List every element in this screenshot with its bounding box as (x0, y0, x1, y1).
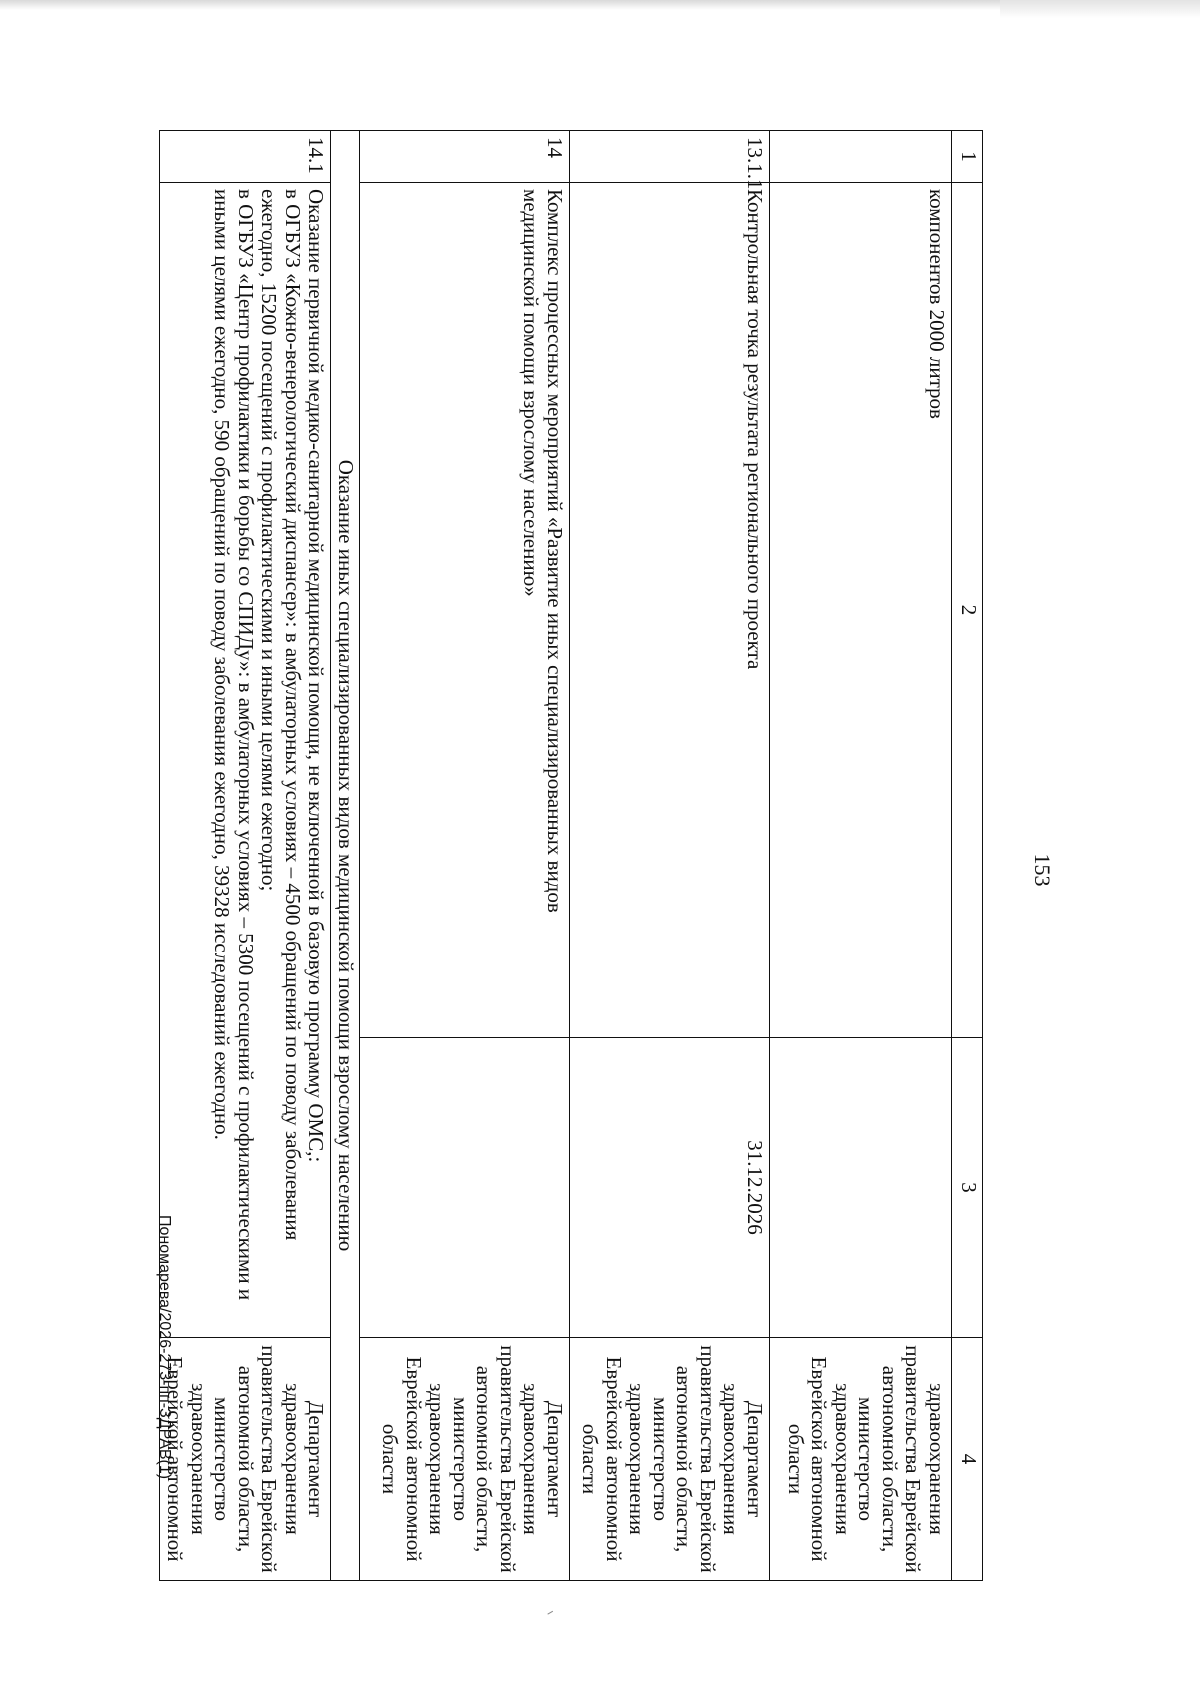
rotated-page-content (145, 55, 1105, 1585)
section-heading-row (331, 131, 360, 1581)
row-date (770, 1038, 952, 1338)
section-title: Оказание иных специализированных видов медицинской помощи взрослому населению (331, 131, 360, 1581)
description-line: в ОГБУЗ «Центр профилактики и борьбы со СПИДу»: в амбулаторных условиях – 5300 посещений с профилактическими и иными целями ежегодно, 590 обращений по поводу заболевания ежегодно, 39328 исследований ежегодно. (210, 189, 258, 1301)
row-description (159, 183, 331, 1338)
row-responsible: Департамент здравоохранения правительства Еврейской автономной области, министерство здравоохранения Еврейской автономной (159, 1338, 331, 1581)
table-row (360, 131, 570, 1581)
header-col-3: 3 (952, 1038, 983, 1338)
table-row (570, 131, 770, 1581)
header-col-4: 4 (952, 1338, 983, 1581)
row-number: 13.1.1 (570, 131, 770, 183)
pencil-mark (547, 1611, 554, 1617)
scan-top-right-edge (1000, 0, 1200, 18)
row-name: Контрольная точка результата регионального проекта (570, 183, 770, 1038)
row-number: 14.1 (159, 131, 331, 183)
row-responsible: Департамент здравоохранения правительства Еврейской автономной области, министерство здравоохранения Еврейской автономной области (360, 1338, 570, 1581)
row-number (770, 131, 952, 183)
table-header-row (952, 131, 983, 1581)
row-name: Комплекс процессных мероприятий «Развитие иных специализированных видов медицинской помощи взрослому населению» (360, 183, 570, 1038)
row-responsible: здравоохранения правительства Еврейской автономной области, министерство здравоохранения Еврейской автономной области (770, 1338, 952, 1581)
description-line: в ОГБУЗ «Кожно-венерологический диспансер»: в амбулаторных условиях – 4500 обращений по поводу заболевания ежегодно, 15200 посещений с профилактическими и иными целями ежегодно; (257, 189, 305, 1241)
table-row (770, 131, 952, 1581)
header-col-2: 2 (952, 183, 983, 1038)
row-number: 14 (360, 131, 570, 183)
row-responsible: Департамент здравоохранения правительства Еврейской автономной области, министерство здравоохранения Еврейской автономной области (570, 1338, 770, 1581)
page-number: 153 (1030, 853, 1055, 887)
table-row (159, 131, 331, 1581)
footer-document-code: Пономарева/2026-273-пп-ЗДРАВ(1) (156, 1215, 173, 1480)
row-date (360, 1038, 570, 1338)
row-date: 31.12.2026 (570, 1038, 770, 1338)
document-table (159, 130, 983, 1581)
header-col-1: 1 (952, 131, 983, 183)
row-name: компонентов 2000 литров (770, 183, 952, 1038)
description-line: Оказание первичной медико-санитарной медицинской помощи, не включенной в базовую программу ОМС,: (304, 189, 329, 1163)
